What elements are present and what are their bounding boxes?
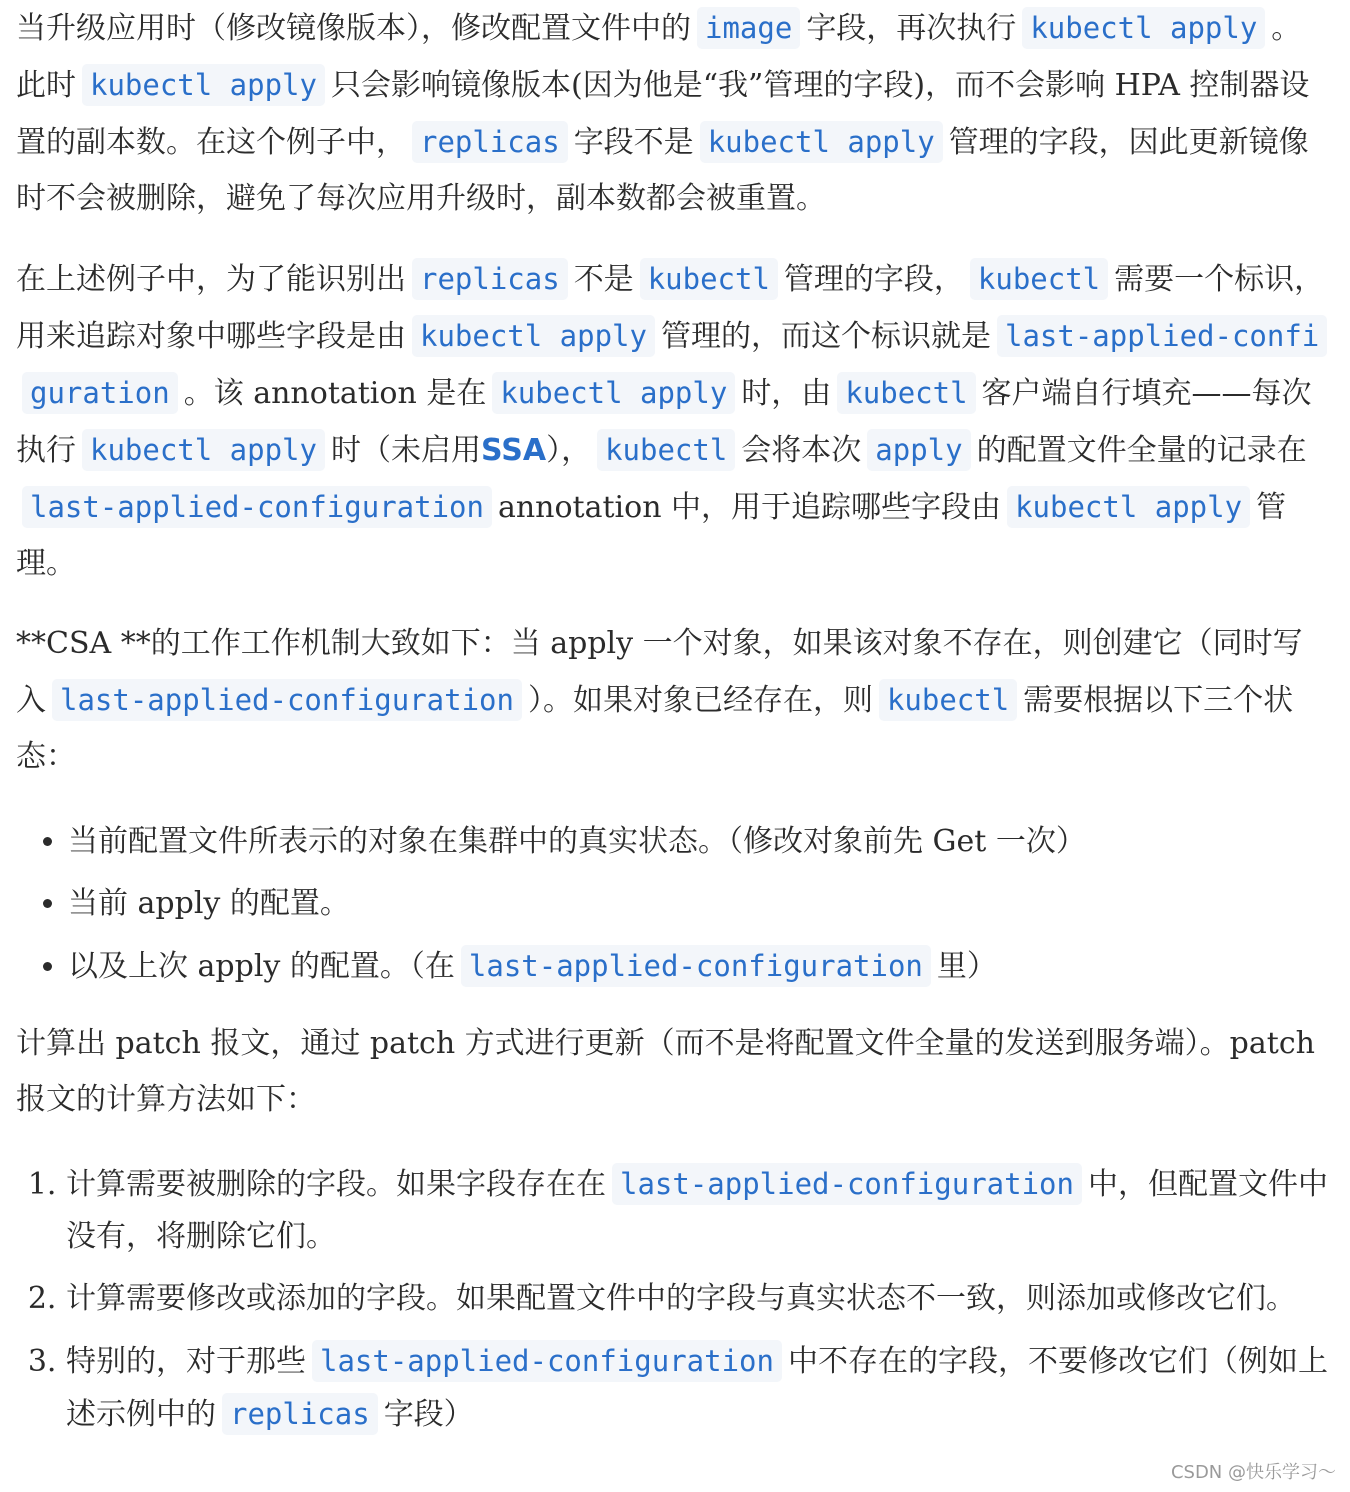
text: 管理。	[16, 490, 1287, 581]
text: 时，由	[741, 376, 832, 411]
inline-code: last-applied-configuration	[22, 486, 492, 528]
inline-code: kubectl apply	[492, 372, 735, 414]
inline-code: last-applied-configuration	[52, 679, 522, 721]
inline-code: last-applied-configuration	[22, 315, 1327, 414]
text: 的配置文件全量的记录在	[976, 433, 1307, 468]
text: 计算出 patch 报文，通过 patch 方式进行更新（而不是将配置文件全量的发送到服务端）。patch 报文的计算方法如下：	[16, 1026, 1315, 1117]
bullet-list	[16, 811, 1328, 998]
inline-code: image	[697, 7, 800, 49]
inline-code: kubectl apply	[82, 429, 325, 471]
inline-code: replicas	[412, 258, 568, 300]
inline-code: kubectl	[970, 258, 1108, 300]
inline-code: kubectl	[879, 679, 1017, 721]
text: 当前配置文件所表示的对象在集群中的真实状态。（修改对象前先 Get 一次）	[68, 824, 1086, 859]
text: 管理的字段，因此更新镜像时不会被删除，避免了每次应用升级时，副本数都会被重置。	[16, 125, 1309, 216]
inline-code: replicas	[222, 1393, 378, 1435]
text: 字段不是	[573, 125, 694, 160]
text: 会将本次	[741, 433, 862, 468]
inline-code: last-applied-configuration	[312, 1340, 782, 1382]
inline-code: kubectl	[837, 372, 975, 414]
text: ）。如果对象已经存在，则	[527, 683, 873, 718]
bold-text: SSA	[480, 433, 547, 468]
numbered-list	[16, 1158, 1328, 1441]
text: 中，但配置文件中没有，将删除它们。	[66, 1167, 1328, 1254]
inline-code: kubectl apply	[1007, 486, 1250, 528]
text: 。此时	[16, 11, 1302, 103]
list-item	[66, 1273, 1328, 1325]
inline-code: kubectl apply	[82, 64, 325, 106]
inline-code: last-applied-configuration	[612, 1163, 1082, 1205]
list-item	[66, 1335, 1328, 1441]
text: 管理的字段，	[783, 262, 964, 297]
text: 需要一个标识，用来追踪对象中哪些字段是由	[16, 262, 1325, 354]
text: 在上述例子中，为了能识别出	[16, 262, 406, 297]
text: 客户端自行填充——每次执行	[16, 376, 1312, 468]
text: 计算需要修改或添加的字段。如果配置文件中的字段与真实状态不一致，则添加或修改它们。	[66, 1281, 1296, 1316]
text: ），	[546, 433, 592, 468]
inline-code: kubectl apply	[700, 121, 943, 163]
inline-code: kubectl apply	[1022, 7, 1265, 49]
text: annotation 中，用于追踪哪些字段由	[497, 490, 1002, 525]
paragraph-last-applied	[16, 251, 1328, 592]
inline-code: replicas	[412, 121, 568, 163]
text: 管理的，而这个标识就是	[660, 319, 991, 354]
text: 以及上次 apply 的配置。（在	[68, 949, 455, 984]
text: 当前 apply 的配置。	[68, 886, 350, 921]
text: 当升级应用时（修改镜像版本），修改配置文件中的	[16, 11, 691, 46]
text: 计算需要被删除的字段。如果字段存在在	[66, 1167, 606, 1202]
inline-code: apply	[867, 429, 970, 471]
text: 字段）	[383, 1397, 474, 1432]
csdn-watermark: CSDN @快乐学习～	[1170, 1462, 1336, 1483]
text: 不是	[573, 262, 634, 297]
list-item	[68, 873, 1328, 935]
text: 里）	[936, 949, 997, 984]
paragraph-csa-mechanism	[16, 616, 1328, 785]
text: 。该 annotation 是在	[183, 376, 487, 411]
inline-code: kubectl	[597, 429, 735, 471]
text: **CSA **的工作工作机制大致如下：当 apply 一个对象，如果该对象不存在，则创建它（同时写入	[16, 626, 1303, 718]
inline-code: kubectl apply	[412, 315, 655, 357]
list-item	[68, 811, 1328, 873]
list-item	[68, 935, 1328, 998]
list-item	[66, 1158, 1328, 1263]
text: 需要根据以下三个状态：	[16, 683, 1294, 774]
article-body	[16, 0, 1328, 1451]
paragraph-hpa-example	[16, 0, 1328, 227]
inline-code: kubectl	[640, 258, 778, 300]
text: 中不存在的字段，不要修改它们（例如上述示例中的	[66, 1344, 1328, 1432]
text: 字段，再次执行	[806, 11, 1017, 46]
paragraph-patch	[16, 1016, 1328, 1128]
text: 时（未启用	[330, 433, 481, 468]
inline-code: last-applied-configuration	[461, 945, 931, 987]
text: 只会影响镜像版本(因为他是“我”管理的字段)，而不会影响 HPA 控制器设置的副本数。在这个例子中，	[16, 68, 1310, 160]
text: 特别的，对于那些	[66, 1344, 306, 1379]
